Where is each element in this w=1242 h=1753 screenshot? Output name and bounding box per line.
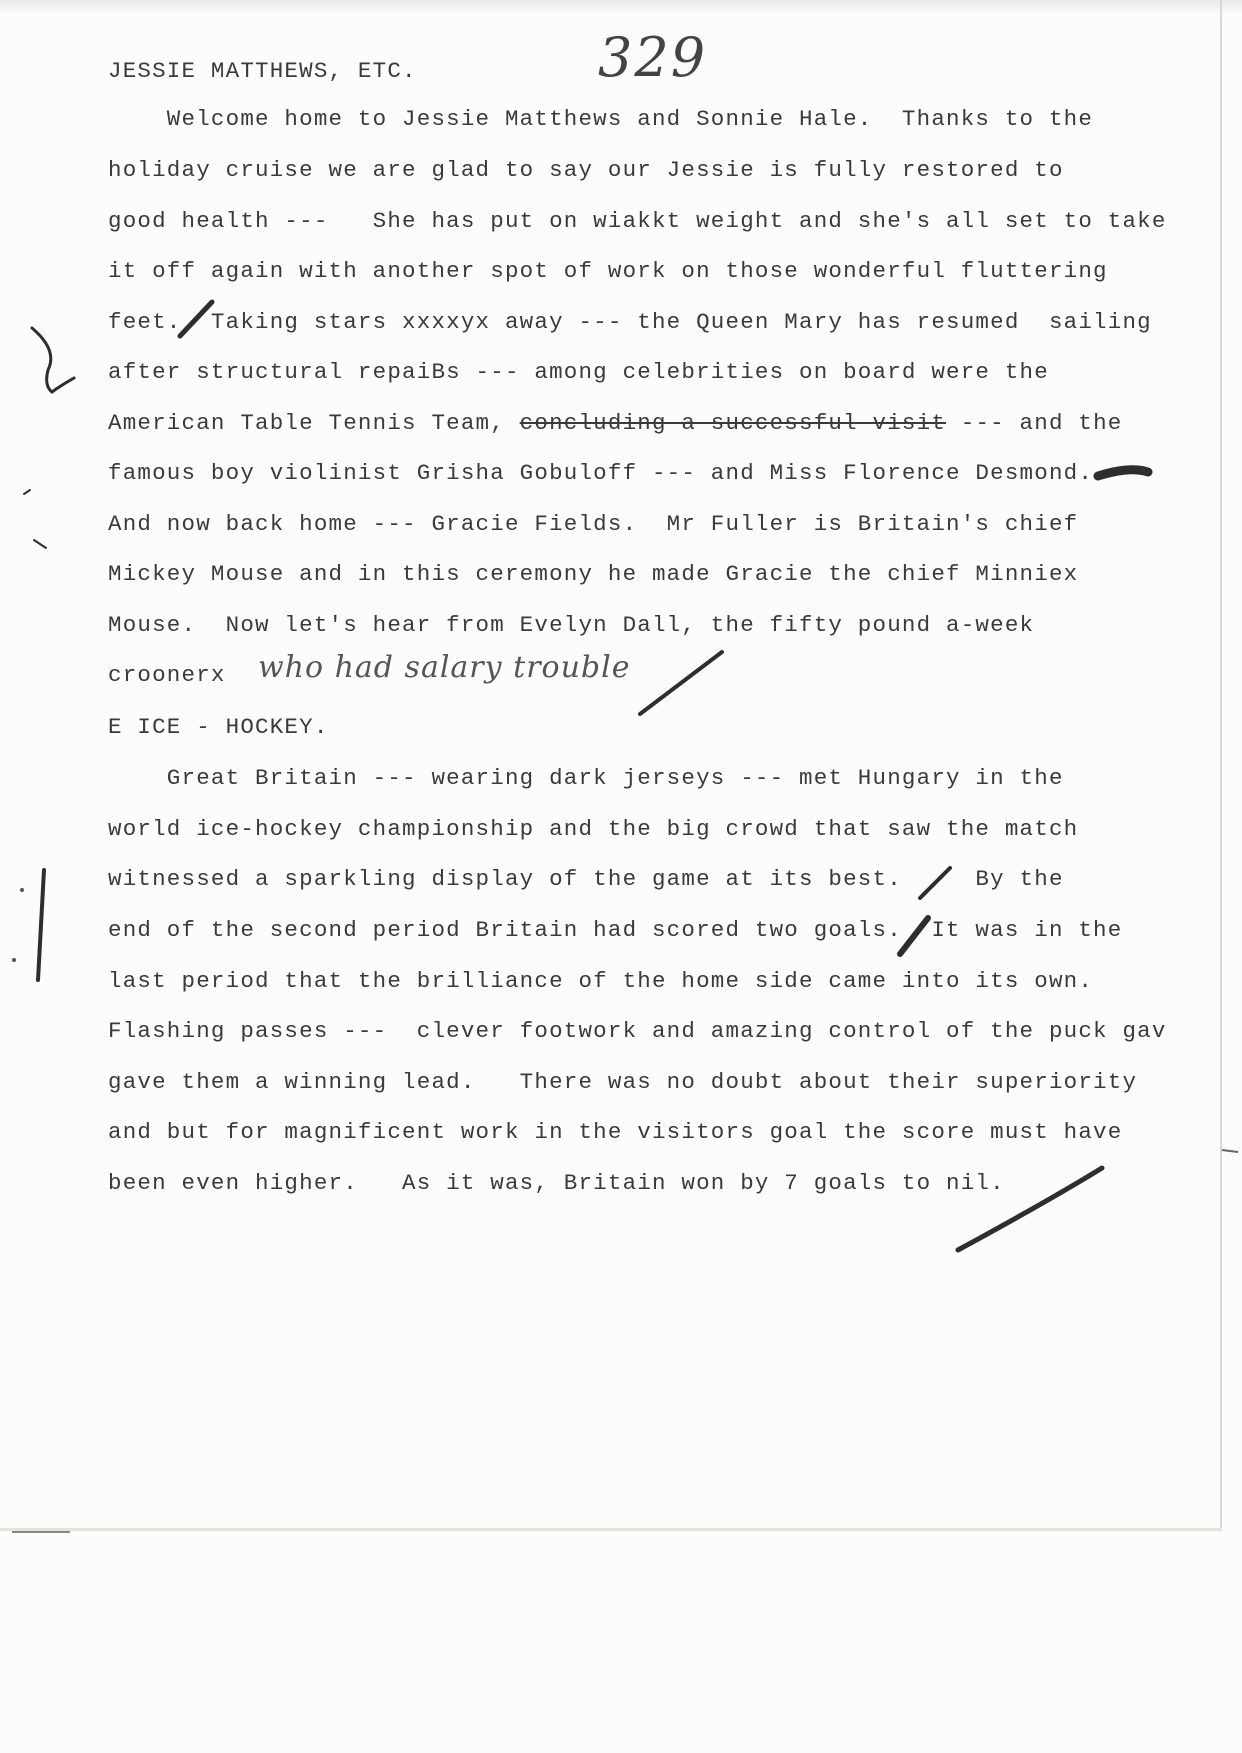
s1-line-7-head: American Table Tennis Team, — [108, 410, 505, 436]
s1-line-10: Mickey Mouse and in this ceremony he made Gracie the chief Minniex — [108, 561, 1079, 587]
s2-line-5: last period that the brilliance of the home side came into its own. — [108, 968, 1094, 994]
s2-line-6: Flashing passes --- clever footwork and amazing control of the puck gav — [108, 1018, 1167, 1044]
margin-dot — [20, 888, 24, 892]
struck-phrase: concluding a successful visit — [519, 410, 947, 436]
s2-line-7: gave them a winning lead. There was no doubt about their superiority — [108, 1069, 1138, 1095]
s1-line-3: good health --- She has put on wiakkt weight and she's all set to take — [108, 208, 1167, 234]
s2-line-9: been even higher. As it was, Britain won by 7 goals to nil. — [108, 1170, 1005, 1196]
handwritten-note: who had salary trouble — [258, 650, 631, 685]
paper-bottom-edge — [0, 1528, 1222, 1531]
margin-dot-2 — [12, 958, 16, 962]
s1-line-12: croonerx — [108, 662, 226, 688]
s1-line-1: Welcome home to Jessie Matthews and Sonnie Hale. Thanks to the — [108, 106, 1094, 132]
margin-tick — [24, 490, 30, 494]
s1-line-11: Mouse. Now let's hear from Evelyn Dall, the fifty pound a-week — [108, 612, 1035, 638]
margin-arrow-mark — [32, 328, 74, 392]
slash-mark-desmond — [1098, 470, 1148, 476]
s1-line-7-tail: --- and the — [946, 410, 1123, 436]
s1-line-8: famous boy violinist Grisha Gobuloff --- and Miss Florence Desmond. — [108, 460, 1094, 486]
s1-line-9: And now back home --- Gracie Fields. Mr Fuller is Britain's chief — [108, 511, 1079, 537]
s2-line-8: and but for magnificent work in the visitors goal the score must have — [108, 1119, 1123, 1145]
margin-tick-2 — [34, 540, 46, 548]
s1-line-6: after structural repaiBs --- among celebrities on board were the — [108, 359, 1049, 385]
document-title: JESSIE MATTHEWS, ETC. — [108, 58, 417, 84]
right-edge-mark — [1222, 1150, 1238, 1152]
margin-line-mark — [38, 870, 44, 980]
s1-line-2: holiday cruise we are glad to say our Jessie is fully restored to — [108, 157, 1064, 183]
s1-line-5: feet. Taking stars xxxxyx away --- the Queen Mary has resumed sailing — [108, 309, 1152, 335]
page-number: 329 — [598, 26, 708, 89]
s2-line-2: world ice-hockey championship and the big crowd that saw the match — [108, 816, 1079, 842]
s1-line-7 — [108, 408, 1122, 438]
s2-line-1: Great Britain --- wearing dark jerseys --- met Hungary in the — [108, 765, 1064, 791]
s1-line-4: it off again with another spot of work on those wonderful fluttering — [108, 258, 1108, 284]
s2-line-3: witnessed a sparkling display of the game at its best. By the — [108, 866, 1064, 892]
section-heading-ice-hockey: E ICE - HOCKEY. — [108, 714, 329, 740]
slash-mark-crooner — [640, 652, 722, 714]
s2-line-4: end of the second period Britain had scored two goals. It was in the — [108, 917, 1123, 943]
paper-right-edge — [1220, 0, 1222, 1530]
